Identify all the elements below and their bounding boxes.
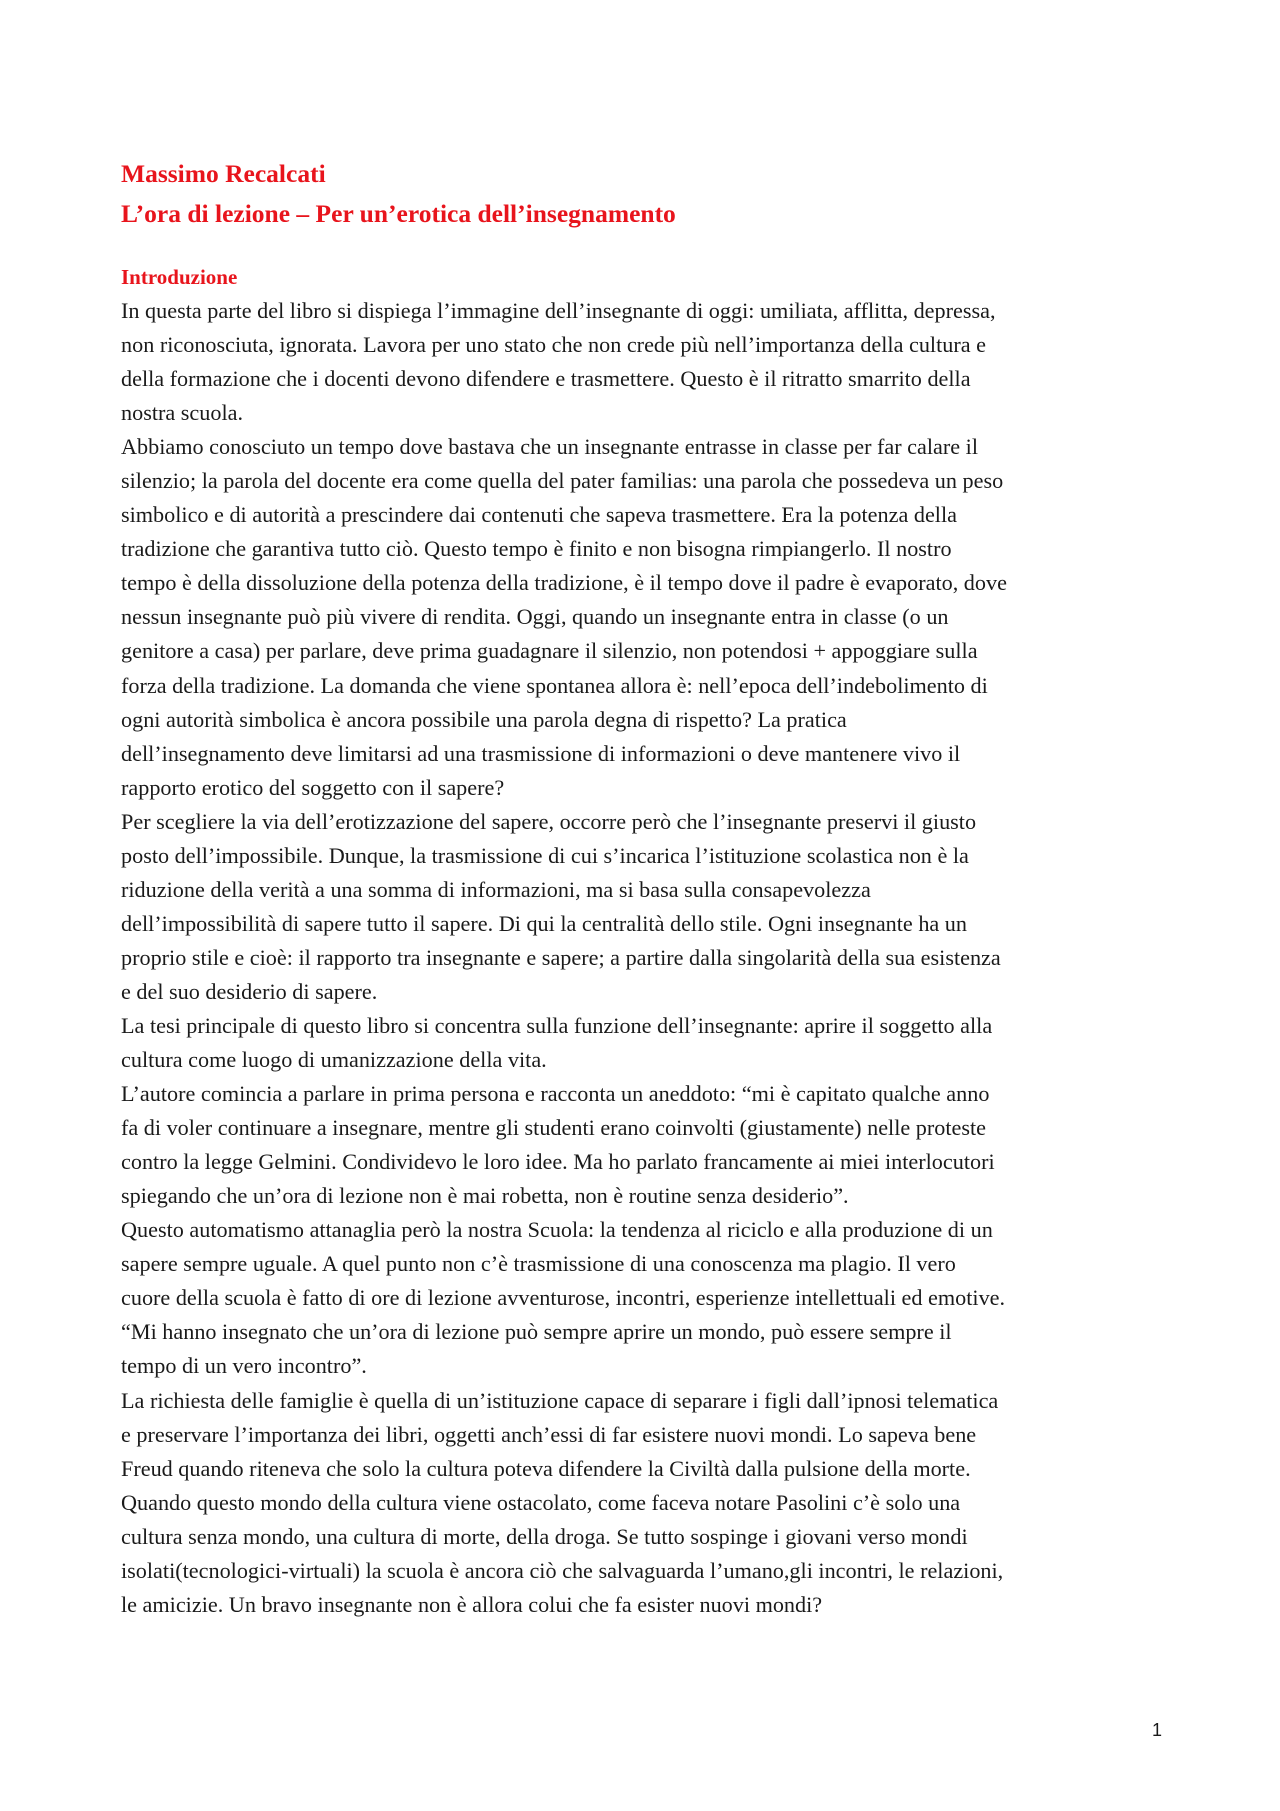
text-line: le amicizie. Un bravo insegnante non è allora colui che fa esister nuovi mondi? — [121, 1591, 823, 1617]
text-line: rapporto erotico del soggetto con il sapere? — [121, 774, 505, 800]
text-line: silenzio; la parola del docente era come quella del pater familias: una parola che possedeva un peso — [121, 468, 1004, 494]
text-line: ogni autorità simbolica è ancora possibile una parola degna di rispetto? La pratica — [121, 706, 847, 732]
text-line: posto dell’impossibile. Dunque, la trasmissione di cui s’incarica l’istituzione scolastica non è la — [121, 842, 969, 868]
text-line: della formazione che i docenti devono difendere e trasmettere. Questo è il ritratto smarrito della — [121, 366, 971, 392]
text-line: Questo automatismo attanaglia però la nostra Scuola: la tendenza al riciclo e alla produzione di un — [121, 1217, 993, 1243]
text-line: L’autore comincia a parlare in prima persona e racconta un aneddoto: “mi è capitato qualche anno — [121, 1081, 990, 1107]
section-heading: Introduzione — [121, 265, 238, 289]
text-line: spiegando che un’ora di lezione non è mai robetta, non è routine senza desiderio”. — [121, 1183, 849, 1209]
text-line: fa di voler continuare a insegnare, mentre gli studenti erano coinvolti (giustamente) nelle proteste — [121, 1115, 987, 1141]
text-line: La tesi principale di questo libro si concentra sulla funzione dell’insegnante: aprire il soggetto alla — [121, 1012, 993, 1038]
paragraph-2 — [121, 430, 1166, 805]
text-line: proprio stile e cioè: il rapporto tra insegnante e sapere; a partire dalla singolarità della sua esistenza — [121, 944, 1001, 970]
text-line: e preservare l’importanza dei libri, oggetti anch’essi di far esistere nuovi mondi. Lo sapeva bene — [121, 1421, 977, 1447]
text-line: cultura senza mondo, una cultura di morte, della droga. Se tutto sospinge i giovani verso mondi — [121, 1523, 968, 1549]
text-line: “Mi hanno insegnato che un’ora di lezione può sempre aprire un mondo, può essere sempre il — [121, 1319, 952, 1345]
text-line: La richiesta delle famiglie è quella di un’istituzione capace di separare i figli dall’ipnosi telematica — [121, 1387, 999, 1413]
section-body — [121, 294, 1166, 1622]
text-line: Per scegliere la via dell’erotizzazione del sapere, occorre però che l’insegnante preservi il giusto — [121, 808, 977, 834]
text-line: Abbiamo conosciuto un tempo dove bastava che un insegnante entrasse in classe per far calare il — [121, 434, 978, 460]
text-line: nostra scuola. — [121, 400, 243, 426]
text-line: tempo di un vero incontro”. — [121, 1353, 367, 1379]
text-line: dell’impossibilità di sapere tutto il sapere. Di qui la centralità dello stile. Ogni insegnante ha un — [121, 910, 967, 936]
paragraph-5 — [121, 1077, 1166, 1213]
text-line: sapere sempre uguale. A quel punto non c’è trasmissione di una conoscenza ma plagio. Il vero — [121, 1251, 956, 1277]
text-line: non riconosciuta, ignorata. Lavora per uno stato che non crede più nell’importanza della cultura e — [121, 332, 986, 358]
paragraph-1 — [121, 294, 1166, 430]
text-line: Quando questo mondo della cultura viene ostacolato, come faceva notare Pasolini c’è solo una — [121, 1489, 961, 1515]
text-line: nessun insegnante può più vivere di rendita. Oggi, quando un insegnante entra in classe (o un — [121, 604, 949, 630]
text-line: riduzione della verità a una somma di informazioni, ma si basa sulla consapevolezza — [121, 876, 871, 902]
paragraph-6 — [121, 1213, 1166, 1383]
text-line: simbolico e di autorità a prescindere dai contenuti che sapeva trasmettere. Era la potenza della — [121, 502, 957, 528]
text-line: genitore a casa) per parlare, deve prima guadagnare il silenzio, non potendosi + appoggiare sulla — [121, 638, 978, 664]
text-line: contro la legge Gelmini. Condividevo le loro idee. Ma ho parlato francamente ai miei interlocutori — [121, 1149, 995, 1175]
text-line: e del suo desiderio di sapere. — [121, 978, 378, 1004]
text-line: tradizione che garantiva tutto ciò. Questo tempo è finito e non bisogna rimpiangerlo. Il nostro — [121, 536, 952, 562]
book-title: L’ora di lezione – Per un’erotica dell’insegnamento — [121, 199, 676, 228]
text-line: cultura come luogo di umanizzazione della vita. — [121, 1047, 547, 1073]
page-number: 1 — [1151, 1720, 1162, 1740]
author-name: Massimo Recalcati — [121, 159, 326, 188]
text-line: isolati(tecnologici-virtuali) la scuola è ancora ciò che salvaguarda l’umano,gli incontri, le relazioni, — [121, 1557, 1004, 1583]
text-line: dell’insegnamento deve limitarsi ad una trasmissione di informazioni o deve mantenere vivo il — [121, 740, 961, 766]
text-line: forza della tradizione. La domanda che viene spontanea allora è: nell’epoca dell’indebolimento di — [121, 672, 988, 698]
paragraph-7 — [121, 1384, 1166, 1622]
text-line: In questa parte del libro si dispiega l’immagine dell’insegnante di oggi: umiliata, afflitta, depressa, — [121, 298, 996, 323]
paragraph-4 — [121, 1009, 1166, 1077]
text-line: tempo è della dissoluzione della potenza della tradizione, è il tempo dove il padre è evaporato, dove — [121, 570, 1007, 596]
paragraph-3 — [121, 805, 1166, 1009]
text-line: Freud quando riteneva che solo la cultura poteva difendere la Civiltà dalla pulsione della morte. — [121, 1455, 971, 1481]
page-content — [121, 154, 1166, 1622]
text-line: cuore della scuola è fatto di ore di lezione avventurose, incontri, esperienze intellettuali ed emotive. — [121, 1285, 1006, 1311]
